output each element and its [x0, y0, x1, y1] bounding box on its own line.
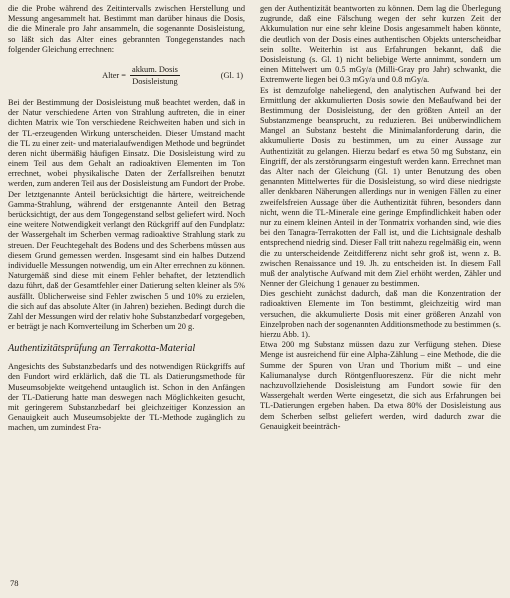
equation-label: (Gl. 1) — [220, 70, 243, 80]
equation-denominator: Dosisleistung — [132, 77, 178, 87]
equation-numerator: akkum. Dosis — [132, 65, 178, 75]
paragraph: Angesichts des Substanzbedarfs und des notwendigen Rückgriffs auf den Fundort wird erklärlich, daß die TL als Datierungsmethode für Museumsobjekte weitgehend untauglich ist. Schon in den Anfängen der TL-Datierung hatte man deswegen nach Möglichkeiten gesucht, mit geringerem Substanzbedarf bei gleichzeitiger Konzession an Genauigkeit auch Museumsobjekte der TL-Methode zugänglich zu machen, um zumindest Fra- — [8, 362, 245, 433]
paragraph: Dies geschieht zunächst dadurch, daß man die Konzentration der radioaktiven Elemente im Ton bestimmt, gleichzeitig wird man versuchen, die akkumulierte Dosis mit einer größeren Anzahl von Einzelproben nach der sogenannten Additionsmethode zu bestimmen (s. hierzu Abb. 1). — [260, 289, 501, 339]
paragraph: Es ist demzufolge naheliegend, den analytischen Aufwand bei der Ermittlung der akkumulierten Dosis sowie den Meßaufwand bei der Bestimmung der Dosisleistung, der den größten Anteil an der Substanzmenge beansprucht, zu reduzieren. Bei unüberwindlichem Mangel an Substanz besteht die Minimalanforderung darin, die akkumulierte Dosis zu bestimmen, um zu einer Aussage zur Authentizität zu gelangen. Hierzu bedarf es etwa 50 mg Substanz, ein Eingriff, der als zerstörungsarm eingestuft werden kann. Errechnet man das Alter nach der Gleichung (Gl. 1) unter Benutzung des oben genannten Mittelwertes für die Dosisleistung, so wird diese niedrigste aller denkbaren Näherungen allerdings nur in wenigen Fällen zu einer zweifelsfreien Aussage über die Authentizität führen, besonders dann nicht, wenn die TL-Minerale eine geringe Empfindlichkeit haben oder nur zu einem kleinen Anteil in der Tonmatrix vorhanden sind, wie dies bei den Tanagra-Terrakotten der Fall ist, und die Lichtsignale deshalb entsprechend niedrig sind. Dieser Fall tritt nahezu regelmäßig ein, wenn die zu unterscheidende Zeitdifferenz nicht sehr groß ist, wenn z. B. zwischen Renaissance und 19. Jh. zu entscheiden ist. In diesem Fall muß der analytische Aufwand mit dem Ziel erhöht werden, Zähler und Nenner der Gleichung 1 genauer zu bestimmen. — [260, 85, 501, 289]
paragraph: die die Probe während des Zeitintervalls zwischen Herstellung und Messung angesammelt hat. Bestimmt man darüber hinaus die Dosis, die die Minerale pro Jahr ansammeln, die sogenannte Dosisleistung, so läßt sich das Alter eines gebrannten Tongegenstandes nach folgender Gleichung errechnen: — [8, 4, 245, 54]
right-column — [260, 4, 501, 432]
paragraph: gen der Authentizität beantworten zu können. Dem lag die Überlegung zugrunde, daß eine Fälschung wegen der sehr kurzen Zeit der Akkumulation nur eine sehr kleine Dosis angesammelt haben könnte, die deutlich von der Dosis eines authentischen Objekts unterscheidbar sein sollte. Weiterhin ist aus Erfahrungen bekannt, daß die Dosisleistung (s. Gl. 1) nicht beliebige Werte annimmt, sondern um einen Mittelwert um 0.5 mGy/a (Milli-Gray pro Jahr) schwankt, die Extremwerte liegen bei 0.3 mGy/a und 0.8 mGy/a. — [260, 4, 501, 85]
paragraph: Etwa 200 mg Substanz müssen dazu zur Verfügung stehen. Diese Menge ist ausreichend für eine Alpha-Zählung – eine Methode, die die Summe der Spuren von Uran und Thorium mißt – und eine Kaliumanalyse durch Röntgenfluoreszenz. Für die nicht mehr nachzuvollziehende Dosisleistung am Fundort sowie für den Wassergehalt werden Werte eingesetzt, die sich aus Erfahrungen bei TL-Datierungen ergeben haben. Da etwa 80% der Dosisleistung aus dem Scherben selbst geliefert werden, wird dadurch zwar die Genauigkeit beeinträch- — [260, 340, 501, 431]
age-equation — [8, 62, 245, 90]
equation-lhs: Alter = — [102, 70, 126, 80]
equation-fraction — [130, 64, 180, 87]
page-number: 78 — [10, 578, 19, 588]
paragraph: Bei der Bestimmung der Dosisleistung muß beachtet werden, daß in der Natur verschiedene Arten von Strahlung auftreten, die in einer dichten Matrix wie Ton verschiedene Reichweiten haben und sich in der TL-erzeugenden Wirkung unterscheiden. Dieser Umstand macht die TL zu einer zeit- und materialaufwendigen Methode und begründet deren nicht übermäßig häufigen Einsatz. Die Dosisleistung wird zu einem Teil aus dem Gehalt an radioaktiven Elementen im Ton errechnet, wobei physikalische Daten der Zerfallsreihen benutzt werden, zum anderen Teil aus der Dosisleistung am Fundort der Probe. Der letztgenannte Anteil berücksichtigt die härtere, weitreichende Gamma-Strahlung, während der erstgenannte Anteil den Betrag berücksichtigt, der aus dem Tongegenstand selbst geliefert wird. Noch eine weitere Notwendigkeit verlangt den Rückgriff auf den Fundplatz: der Wassergehalt im Scherben vermag radioaktive Strahlung stark zu streuen. Der Feuchtegehalt des Bodens und des Scherbens müssen aus diesem Grund gemessen werden. Insgesamt sind ein halbes Dutzend individuelle Messungen notwendig, um ein Alter errechnen zu können. Naturgemäß sind diese mit einem Fehler behaftet, der letztendlich dazu führt, daß der Gesamtfehler einer Datierung selten kleiner als 5% ausfällt. Üblicherweise sind Fehler zwischen 5 und 10% zu erzielen, die sich auf das absolute Alter (in Jahren) beziehen. Bedingt durch die Zahl der Messungen wird der relativ hohe Substanzbedarf vorgegeben, er beträgt je nach Kornverteilung im Scherben um 20 g. — [8, 97, 246, 332]
left-column — [8, 4, 245, 434]
section-heading: Authentizitätsprüfung an Terrakotta-Material — [8, 343, 196, 355]
